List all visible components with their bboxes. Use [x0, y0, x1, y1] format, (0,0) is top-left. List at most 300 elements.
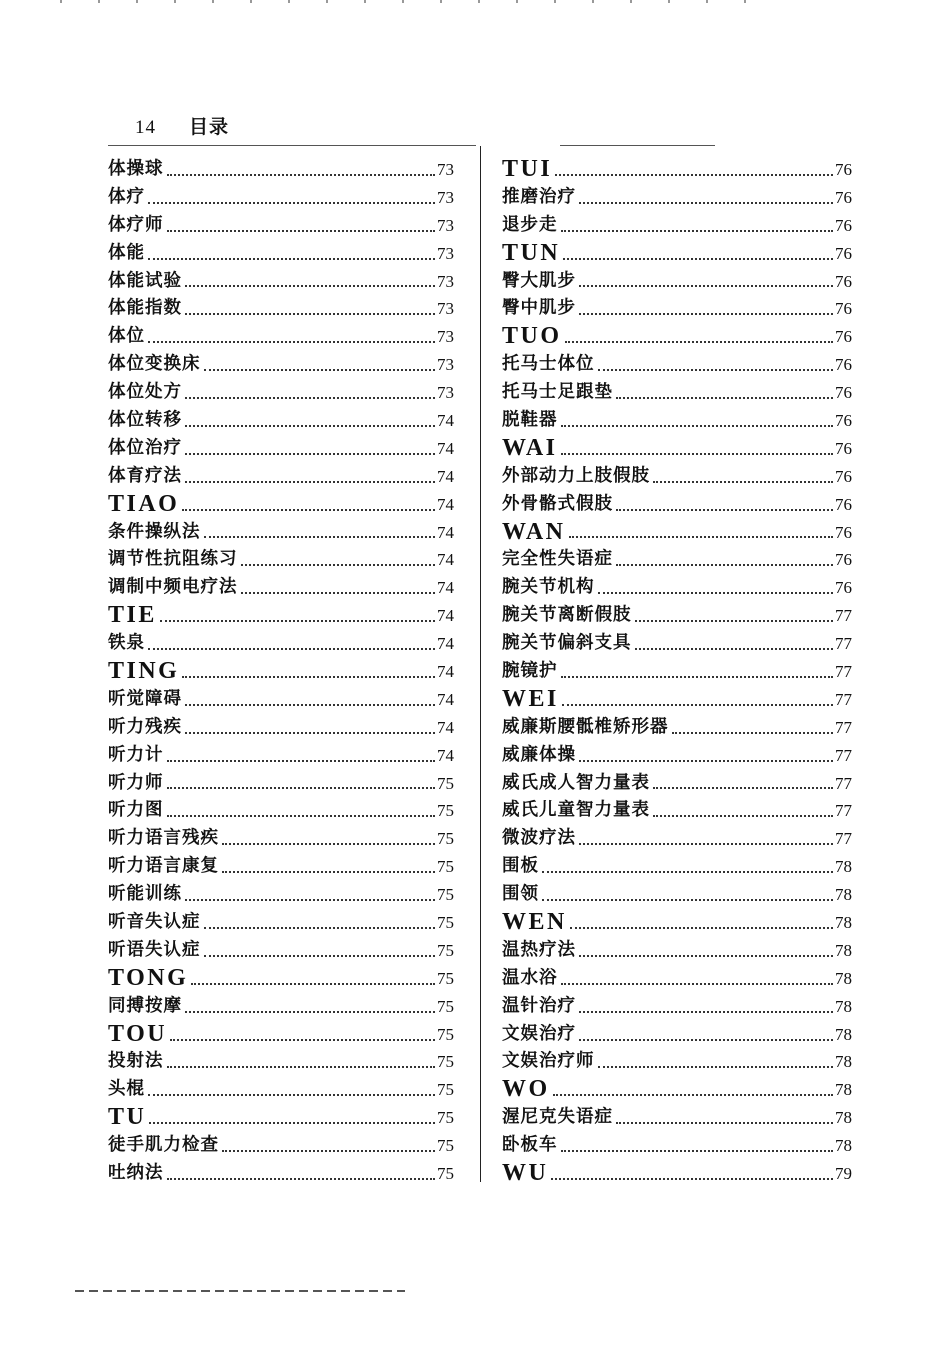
entry-page-number: 75: [437, 913, 454, 933]
entry-term: 听力图: [108, 800, 164, 821]
index-section-heading: [108, 602, 454, 630]
entry-term: 外骨骼式假肢: [502, 493, 613, 514]
index-entry: [108, 574, 454, 602]
entry-term: TIE: [108, 602, 157, 629]
index-entry: [108, 379, 454, 407]
entry-page-number: 77: [835, 801, 852, 821]
entry-term: 体育疗法: [108, 465, 182, 486]
index-entry: [108, 184, 454, 212]
entry-page-number: 75: [437, 968, 454, 988]
entry-page-number: 76: [835, 271, 852, 291]
index-entry: [108, 240, 454, 268]
entry-term: 头棍: [108, 1079, 145, 1100]
dot-leader: [553, 1094, 833, 1096]
entry-term: 腕镜护: [502, 661, 558, 682]
dot-leader: [185, 425, 435, 427]
dot-leader: [579, 1011, 833, 1013]
entry-term: 体能: [108, 242, 145, 263]
entry-page-number: 75: [437, 1164, 454, 1184]
dot-leader: [653, 815, 833, 817]
entry-page-number: 74: [437, 466, 454, 486]
entry-page-number: 77: [835, 689, 852, 709]
entry-page-number: 73: [437, 355, 454, 375]
index-entry: [108, 212, 454, 240]
dot-leader: [182, 509, 435, 511]
dot-leader: [551, 1178, 833, 1180]
page-header: [135, 112, 229, 139]
entry-page-number: 76: [835, 578, 852, 598]
dot-leader: [185, 397, 435, 399]
index-entry: [502, 1104, 852, 1132]
entry-page-number: 76: [835, 383, 852, 403]
scan-artifact-bottom: [75, 1290, 405, 1292]
entry-page-number: 78: [835, 1024, 852, 1044]
entry-term: TU: [108, 1104, 147, 1131]
entry-term: 听力师: [108, 772, 164, 793]
entry-page-number: 74: [437, 411, 454, 430]
dot-leader: [185, 453, 435, 455]
page-title: 目录: [189, 116, 230, 138]
entry-term: 微波疗法: [502, 828, 576, 849]
index-entry: [502, 491, 852, 519]
dot-leader: [570, 927, 833, 929]
entry-page-number: 73: [437, 383, 454, 403]
dot-leader: [204, 927, 436, 929]
entry-page-number: 75: [437, 1080, 454, 1100]
entry-term: 臀中肌步: [502, 298, 576, 319]
index-entry: [502, 742, 852, 770]
index-entry: [108, 407, 454, 435]
index-section-heading: [108, 965, 454, 993]
entry-page-number: 74: [437, 438, 454, 458]
entry-page-number: 73: [437, 327, 454, 347]
dot-leader: [222, 1150, 435, 1152]
entry-page-number: 77: [835, 829, 852, 849]
entry-page-number: 76: [835, 215, 852, 235]
index-entry: [502, 1132, 852, 1160]
dot-leader: [222, 843, 435, 845]
entry-page-number: 73: [437, 299, 454, 319]
dot-leader: [579, 760, 833, 762]
index-entry: [108, 770, 454, 798]
dot-leader: [148, 202, 435, 204]
dot-leader: [542, 899, 833, 901]
entry-term: 腕关节机构: [502, 577, 595, 598]
dot-leader: [160, 620, 435, 622]
index-entry: [502, 407, 852, 435]
index-section-heading: [502, 909, 852, 937]
dot-leader: [185, 313, 435, 315]
dot-leader: [579, 285, 833, 287]
dot-leader: [579, 955, 833, 957]
index-entry: [108, 1049, 454, 1077]
entry-page-number: 73: [437, 243, 454, 263]
index-entry: [108, 853, 454, 881]
entry-page-number: 78: [835, 1108, 852, 1128]
index-entry: [502, 965, 852, 993]
entry-page-number: 74: [437, 662, 454, 682]
dot-leader: [555, 174, 833, 176]
entry-term: WU: [502, 1160, 549, 1187]
index-entry: [502, 184, 852, 212]
entry-term: 听力计: [108, 744, 164, 765]
dot-leader: [167, 815, 436, 817]
index-entry: [502, 574, 852, 602]
dot-leader: [569, 536, 833, 538]
entry-page-number: 75: [437, 773, 454, 793]
index-entry: [108, 435, 454, 463]
entry-term: 听语失认症: [108, 939, 201, 960]
index-entry: [108, 797, 454, 825]
dot-leader: [167, 1178, 436, 1180]
entry-term: WEI: [502, 685, 559, 712]
entry-page-number: 76: [835, 522, 852, 542]
entry-page-number: 76: [835, 494, 852, 514]
entry-term: 臀大肌步: [502, 270, 576, 291]
entry-term: TUO: [502, 323, 562, 350]
entry-page-number: 77: [835, 606, 852, 626]
header-rule-left: [108, 145, 476, 146]
entry-term: WAN: [502, 518, 566, 545]
entry-term: TUN: [502, 239, 561, 266]
index-entry: [108, 519, 454, 547]
entry-term: 听觉障碍: [108, 688, 182, 709]
index-entry: [502, 1049, 852, 1077]
index-entry: [108, 156, 454, 184]
index-entry: [502, 658, 852, 686]
dot-leader: [148, 341, 435, 343]
index-entry: [108, 909, 454, 937]
entry-page-number: 75: [437, 829, 454, 849]
dot-leader: [616, 1122, 833, 1124]
index-entry: [108, 268, 454, 296]
dot-leader: [598, 592, 834, 594]
dot-leader: [562, 704, 833, 706]
entry-term: 威廉体操: [502, 744, 576, 765]
entry-page-number: 73: [437, 187, 454, 207]
entry-page-number: 78: [835, 1052, 852, 1072]
dot-leader: [653, 787, 833, 789]
dot-leader: [167, 760, 436, 762]
index-entry: [108, 1076, 454, 1104]
entry-page-number: 78: [835, 1136, 852, 1156]
entry-page-number: 74: [437, 550, 454, 570]
entry-term: 体能指数: [108, 298, 182, 319]
dot-leader: [185, 1011, 435, 1013]
dot-leader: [672, 732, 834, 734]
entry-term: WO: [502, 1076, 550, 1103]
index-entry: [108, 881, 454, 909]
dot-leader: [579, 1039, 833, 1041]
entry-page-number: 73: [437, 271, 454, 291]
index-entry: [502, 770, 852, 798]
entry-term: 听能训练: [108, 884, 182, 905]
dot-leader: [542, 871, 833, 873]
header-rule-right: [560, 145, 715, 146]
entry-term: 围领: [502, 884, 539, 905]
entry-page-number: 78: [835, 996, 852, 1016]
scan-artifact-top: [60, 0, 760, 3]
entry-term: WAI: [502, 434, 558, 461]
entry-page-number: 78: [835, 968, 852, 988]
entry-page-number: 77: [835, 745, 852, 765]
entry-page-number: 79: [835, 1164, 852, 1184]
entry-page-number: 75: [437, 1136, 454, 1156]
entry-page-number: 76: [835, 466, 852, 486]
index-entry: [502, 268, 852, 296]
entry-term: 调节性抗阻练习: [108, 549, 238, 570]
entry-term: 体位处方: [108, 382, 182, 403]
entry-page-number: 75: [437, 1024, 454, 1044]
entry-page-number: 73: [437, 215, 454, 235]
entry-term: 投射法: [108, 1051, 164, 1072]
index-entry: [108, 714, 454, 742]
entry-term: TIAO: [108, 490, 180, 517]
entry-term: 推磨治疗: [502, 186, 576, 207]
index-entry: [502, 379, 852, 407]
entry-page-number: 74: [437, 578, 454, 598]
entry-page-number: 76: [835, 411, 852, 430]
entry-term: 吐纳法: [108, 1163, 164, 1184]
index-entry: [502, 881, 852, 909]
dot-leader: [635, 648, 834, 650]
entry-term: 威廉斯腰骶椎矫形器: [502, 716, 669, 737]
entry-page-number: 78: [835, 1080, 852, 1100]
entry-page-number: 75: [437, 940, 454, 960]
entry-page-number: 74: [437, 522, 454, 542]
dot-leader: [241, 564, 436, 566]
index-entry: [502, 546, 852, 574]
dot-leader: [191, 983, 435, 985]
dot-leader: [616, 509, 833, 511]
dot-leader: [185, 732, 435, 734]
index-section-heading: [502, 1160, 852, 1188]
entry-term: 退步走: [502, 214, 558, 235]
entry-page-number: 76: [835, 355, 852, 375]
entry-page-number: 76: [835, 187, 852, 207]
dot-leader: [653, 481, 833, 483]
index-column-right: [502, 156, 852, 1188]
entry-page-number: 78: [835, 885, 852, 905]
dot-leader: [561, 230, 834, 232]
index-section-heading: [108, 491, 454, 519]
index-section-heading: [502, 519, 852, 547]
dot-leader: [561, 453, 833, 455]
entry-term: 听力语言残疾: [108, 828, 219, 849]
index-entry: [108, 463, 454, 491]
index-entry: [108, 1160, 454, 1188]
entry-term: 腕关节偏斜支具: [502, 633, 632, 654]
index-entry: [502, 463, 852, 491]
index-entry: [502, 602, 852, 630]
entry-page-number: 78: [835, 913, 852, 933]
dot-leader: [561, 1150, 834, 1152]
dot-leader: [167, 174, 436, 176]
index-entry: [502, 853, 852, 881]
entry-term: 渥尼克失语症: [502, 1107, 613, 1128]
entry-term: 同搏按摩: [108, 995, 182, 1016]
index-entry: [502, 212, 852, 240]
entry-page-number: 76: [835, 327, 852, 347]
entry-page-number: 76: [835, 550, 852, 570]
dot-leader: [182, 676, 435, 678]
entry-term: 体能试验: [108, 270, 182, 291]
index-entry: [108, 742, 454, 770]
entry-term: 体位: [108, 326, 145, 347]
entry-page-number: 74: [437, 745, 454, 765]
entry-term: 威氏儿童智力量表: [502, 800, 650, 821]
dot-leader: [561, 983, 834, 985]
index-entry: [108, 351, 454, 379]
dot-leader: [185, 481, 435, 483]
entry-page-number: 74: [437, 717, 454, 737]
dot-leader: [185, 704, 435, 706]
dot-leader: [204, 536, 436, 538]
entry-term: 托马士足跟垫: [502, 382, 613, 403]
dot-leader: [204, 369, 436, 371]
index-entry: [108, 686, 454, 714]
entry-term: 体位转移: [108, 410, 182, 430]
entry-page-number: 74: [437, 634, 454, 654]
index-entry: [502, 351, 852, 379]
entry-page-number: 74: [437, 606, 454, 626]
dot-leader: [579, 843, 833, 845]
entry-term: 铁泉: [108, 633, 145, 654]
index-section-heading: [108, 658, 454, 686]
dot-leader: [185, 899, 435, 901]
page-number: 14: [135, 117, 156, 138]
entry-page-number: 78: [835, 857, 852, 877]
dot-leader: [185, 285, 435, 287]
entry-term: TONG: [108, 964, 189, 991]
dot-leader: [167, 1066, 436, 1068]
index-section-heading: [502, 156, 852, 184]
entry-page-number: 76: [835, 299, 852, 319]
entry-page-number: 74: [437, 494, 454, 514]
index-section-heading: [108, 1104, 454, 1132]
entry-term: 卧板车: [502, 1135, 558, 1156]
dot-leader: [579, 202, 833, 204]
entry-term: 温针治疗: [502, 995, 576, 1016]
index-entry: [108, 546, 454, 574]
dot-leader: [635, 620, 834, 622]
dot-leader: [561, 425, 834, 427]
entry-term: 文娱治疗: [502, 1023, 576, 1044]
entry-term: 威氏成人智力量表: [502, 772, 650, 793]
dot-leader: [241, 592, 436, 594]
dot-leader: [204, 955, 436, 957]
dot-leader: [149, 1122, 435, 1124]
entry-term: 体操球: [108, 158, 164, 179]
dot-leader: [616, 397, 833, 399]
entry-page-number: 76: [835, 438, 852, 458]
column-divider: [480, 146, 481, 1182]
entry-term: 文娱治疗师: [502, 1051, 595, 1072]
entry-term: 听力语言康复: [108, 856, 219, 877]
index-section-heading: [502, 686, 852, 714]
entry-page-number: 73: [437, 159, 454, 179]
entry-term: 徒手肌力检查: [108, 1135, 219, 1156]
entry-term: 外部动力上肢假肢: [502, 465, 650, 486]
index-entry: [502, 714, 852, 742]
dot-leader: [579, 313, 833, 315]
dot-leader: [148, 648, 435, 650]
dot-leader: [561, 676, 834, 678]
entry-page-number: 77: [835, 717, 852, 737]
entry-page-number: 77: [835, 662, 852, 682]
entry-term: 托马士体位: [502, 354, 595, 375]
index-entry: [108, 993, 454, 1021]
index-entry: [502, 630, 852, 658]
index-entry: [108, 1132, 454, 1160]
index-entry: [502, 993, 852, 1021]
index-column-left: [108, 156, 454, 1188]
index-entry: [108, 937, 454, 965]
index-entry: [502, 1021, 852, 1049]
entry-term: 完全性失语症: [502, 549, 613, 570]
entry-page-number: 75: [437, 1052, 454, 1072]
entry-page-number: 75: [437, 885, 454, 905]
index-entry: [502, 797, 852, 825]
dot-leader: [598, 1066, 834, 1068]
index-section-heading: [502, 323, 852, 351]
dot-leader: [167, 230, 436, 232]
index-entry: [108, 295, 454, 323]
entry-page-number: 78: [835, 940, 852, 960]
index-entry: [502, 825, 852, 853]
index-section-heading: [502, 435, 852, 463]
entry-term: WEN: [502, 909, 567, 936]
entry-page-number: 76: [835, 243, 852, 263]
dot-leader: [170, 1039, 435, 1041]
dot-leader: [222, 871, 435, 873]
entry-term: TING: [108, 658, 180, 685]
entry-term: 腕关节离断假肢: [502, 605, 632, 626]
entry-page-number: 75: [437, 801, 454, 821]
entry-term: 听音失认症: [108, 912, 201, 933]
entry-term: 脱鞋器: [502, 410, 558, 430]
entry-page-number: 75: [437, 1108, 454, 1128]
entry-page-number: 75: [437, 996, 454, 1016]
index-entry: [108, 323, 454, 351]
entry-term: 体疗: [108, 186, 145, 207]
dot-leader: [148, 258, 435, 260]
entry-term: 条件操纵法: [108, 521, 201, 542]
entry-term: 围板: [502, 856, 539, 877]
index-entry: [108, 630, 454, 658]
entry-page-number: 75: [437, 857, 454, 877]
entry-term: 调制中频电疗法: [108, 577, 238, 598]
entry-page-number: 74: [437, 689, 454, 709]
index-section-heading: [502, 1076, 852, 1104]
entry-page-number: 77: [835, 634, 852, 654]
dot-leader: [563, 258, 833, 260]
index-section-heading: [502, 240, 852, 268]
entry-term: 体疗师: [108, 214, 164, 235]
entry-page-number: 76: [835, 159, 852, 179]
dot-leader: [598, 369, 834, 371]
dot-leader: [148, 1094, 435, 1096]
dot-leader: [167, 787, 436, 789]
index-entry: [502, 295, 852, 323]
entry-term: 体位治疗: [108, 437, 182, 458]
dot-leader: [616, 564, 833, 566]
entry-term: 温热疗法: [502, 939, 576, 960]
index-entry: [502, 937, 852, 965]
dot-leader: [565, 341, 833, 343]
entry-term: 听力残疾: [108, 716, 182, 737]
index-section-heading: [108, 1021, 454, 1049]
